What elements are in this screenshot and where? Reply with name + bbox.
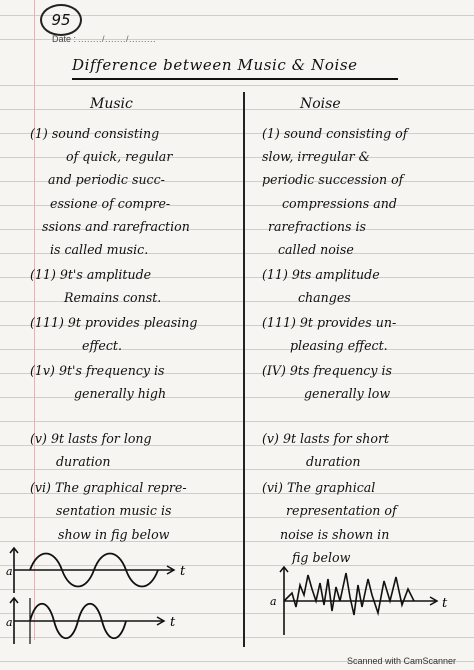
noise-line: (v) 9t lasts for short — [262, 431, 390, 446]
music-line: (11) 9t's amplitude — [30, 267, 152, 282]
noise-line: pleasing effect. — [290, 338, 388, 353]
music-line: (vi) The graphical repre- — [30, 480, 187, 495]
column-divider — [243, 92, 245, 647]
music-line: Remains const. — [64, 290, 162, 305]
axis-label-t: t — [180, 564, 186, 579]
music-line: show in fig below — [58, 527, 170, 542]
music-line: generally high — [74, 386, 167, 401]
music-line: (v) 9t lasts for long — [30, 431, 152, 446]
page-title: Difference between Music & Noise — [72, 56, 358, 74]
noise-line: rarefractions is — [268, 219, 366, 234]
noise-line: noise is shown in — [280, 527, 390, 542]
scanner-watermark: Scanned with CamScanner — [346, 656, 456, 666]
axis-label-t: t — [170, 615, 176, 630]
noise-line: called noise — [278, 242, 354, 257]
noise-line: fig below — [292, 550, 351, 565]
music-line: and periodic succ- — [48, 172, 165, 187]
music-line: ssions and rarefraction — [42, 219, 190, 234]
noise-line: (IV) 9ts frequency is — [262, 363, 392, 378]
music-line: is called music. — [50, 242, 149, 257]
date-label: Date : — [52, 34, 77, 44]
music-waveform-graph-2 — [4, 596, 204, 646]
music-line: (111) 9t provides pleasing — [30, 315, 198, 330]
noise-line: representation of — [286, 503, 397, 518]
music-line: effect. — [82, 338, 122, 353]
music-line: duration — [56, 454, 111, 469]
music-line: (1) sound consisting — [30, 126, 160, 141]
noise-line: changes — [298, 290, 351, 305]
noise-line: (11) 9ts amplitude — [262, 267, 380, 282]
noise-waveform-graph — [262, 565, 462, 640]
axis-label-t: t — [442, 596, 448, 611]
axis-label-a: a — [270, 595, 277, 608]
column-heading-noise: Noise — [300, 96, 341, 112]
title-underline — [72, 78, 398, 80]
noise-line: (111) 9t provides un- — [262, 315, 397, 330]
date-field: ......../......./......... — [78, 34, 157, 44]
noise-line: compressions and — [282, 196, 397, 211]
page-number: 95 — [40, 4, 82, 36]
music-line: (1v) 9t's frequency is — [30, 363, 165, 378]
noise-line: (1) sound consisting of — [262, 126, 408, 141]
noise-line: duration — [306, 454, 361, 469]
music-line: of quick, regular — [66, 149, 173, 164]
music-line: sentation music is — [56, 503, 172, 518]
noise-line: periodic succession of — [262, 172, 404, 187]
axis-label-a: a — [6, 616, 13, 629]
column-heading-music: Music — [90, 96, 133, 112]
noise-line: slow, irregular & — [262, 149, 370, 164]
noise-line: generally low — [304, 386, 391, 401]
music-waveform-graph-1 — [4, 545, 204, 595]
music-line: essione of compre- — [50, 196, 171, 211]
axis-label-a: a — [6, 565, 13, 578]
noise-line: (vi) The graphical — [262, 480, 376, 495]
